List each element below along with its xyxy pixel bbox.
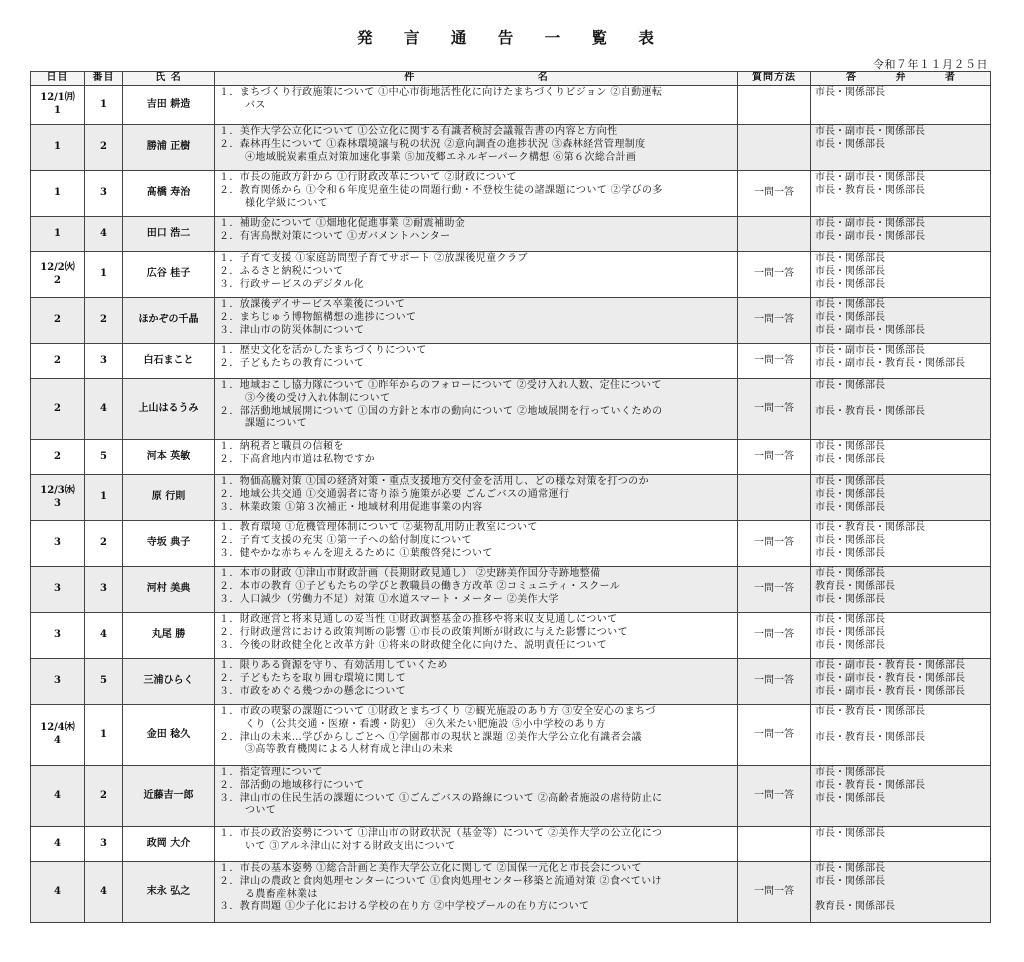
member-name: 三浦ひらく xyxy=(123,659,215,705)
answerer-line: 市長・関係部長 xyxy=(815,380,885,391)
subject-cell xyxy=(215,298,738,344)
answerer-line: 市長・関係部長 xyxy=(815,534,885,546)
answerer-line: 市長・関係部長 xyxy=(815,311,885,323)
subject-line: １．美作大学公立化について ①公立化に関する有識者検討会議報告書の内容と方向性 xyxy=(219,126,618,137)
subject-line: １．市長の基本姿勢 ①総合計画と美作大学公立化に関して ②国保一元化と市長会について xyxy=(219,863,642,874)
member-name: ほかぞの千晶 xyxy=(123,298,215,344)
document-date: 令和７年１１月２５日 xyxy=(873,58,988,71)
day-cell xyxy=(31,659,85,705)
answerer-line: 市長・副市長・関係部長 xyxy=(815,324,925,336)
answerer-cell xyxy=(811,379,991,440)
day-cell xyxy=(31,217,85,252)
answerer-line: 市長・副市長・教育長・関係部長 xyxy=(815,660,965,671)
table-header-row xyxy=(31,72,991,86)
member-name: 田口 浩二 xyxy=(123,217,215,252)
session-date: 12/4㈭ xyxy=(40,722,75,734)
table-row xyxy=(31,475,991,521)
page-title: 発 言 通 告 一 覧 表 xyxy=(357,28,667,47)
answerer-line: 市長・関係部長 xyxy=(815,501,885,513)
answerer-cell xyxy=(811,440,991,475)
table-row xyxy=(31,86,991,125)
answerer-line: 市長・関係部長 xyxy=(815,593,885,605)
subject-line: ３．津山市の住民生活の課題について ①ごんごバスの路線について ②高齢者施設の虐待防止に xyxy=(219,792,663,804)
subject-cell xyxy=(215,827,738,862)
answerer-line: 市長・副市長・関係部長 xyxy=(815,230,925,242)
subject-line: １．地域おこし協力隊について ①昨年からのフォローについて ②受け入れ人数、定住について xyxy=(219,380,662,391)
order-cell: 1 xyxy=(85,475,123,521)
member-name: 髙橋 寿治 xyxy=(123,171,215,217)
question-method: 一問一答 xyxy=(738,766,811,827)
order-cell: 2 xyxy=(85,766,123,827)
subject-line: ３．市政をめぐる幾つかの懸念について xyxy=(219,685,406,697)
day-cell xyxy=(31,440,85,475)
subject-line: ２．津山の未来…学びからしごとへ ①学園都市の現状と課題 ②美作大学公立化有識者会議 xyxy=(219,731,642,743)
day-cell xyxy=(31,125,85,171)
question-method: 一問一答 xyxy=(738,171,811,217)
session-date: 12/2㈫ xyxy=(40,261,75,273)
subject-line: ２．子育て支援の充実 ①第一子への給付制度について xyxy=(219,534,472,546)
subject-line: １．納税者と職員の信頼を xyxy=(219,441,344,452)
order-cell: 3 xyxy=(85,344,123,379)
answerer-line: 市長・関係部長 xyxy=(815,265,885,277)
day-cell xyxy=(31,298,85,344)
answerer-line: 市長・関係部長 xyxy=(815,453,885,465)
day-cell xyxy=(31,766,85,827)
question-method: 一問一答 xyxy=(738,379,811,440)
order-cell: 5 xyxy=(85,440,123,475)
subject-line: １．教育環境 ①危機管理体制について ②薬物乱用防止教室について xyxy=(219,522,538,533)
member-name: 金田 稔久 xyxy=(123,705,215,766)
subject-line: ２．有害鳥獣対策について ①ガバメントハンター xyxy=(219,230,451,242)
answerer-cell xyxy=(811,252,991,298)
day-number: 3 xyxy=(54,675,61,687)
day-cell xyxy=(31,862,85,923)
day-number: 2 xyxy=(54,354,61,366)
subject-cell xyxy=(215,567,738,613)
answerer-line: 市長・関係部長 xyxy=(815,568,885,579)
table-row xyxy=(31,705,991,766)
member-name: 寺坂 典子 xyxy=(123,521,215,567)
answerer-cell xyxy=(811,86,991,125)
day-number: 4 xyxy=(54,735,61,746)
answerer-line xyxy=(815,719,986,732)
member-name: 吉田 耕造 xyxy=(123,86,215,125)
day-number: 3 xyxy=(54,537,61,549)
order-cell: 4 xyxy=(85,613,123,659)
day-cell xyxy=(31,252,85,298)
subject-line: ２．津山の農政と食肉処理センターについて ①食肉処理センター移築と流通対策 ②食べていけ xyxy=(219,875,662,887)
order-cell: 2 xyxy=(85,298,123,344)
day-number: 1 xyxy=(54,187,61,199)
member-name: 原 行則 xyxy=(123,475,215,521)
table-row xyxy=(31,217,991,252)
answerer-line xyxy=(815,418,986,431)
subject-line: １．財政運営と将来見通しの妥当性 ①財政調整基金の推移や将来収支見通しについて xyxy=(219,614,618,625)
subject-cell xyxy=(215,705,738,766)
subject-line: ２．下高倉地内市道は私物ですか xyxy=(219,453,375,465)
answerer-cell xyxy=(811,659,991,705)
question-method: 一問一答 xyxy=(738,344,811,379)
answerer-line xyxy=(815,744,986,757)
question-method: 一問一答 xyxy=(738,705,811,766)
subject-line: ついて xyxy=(245,805,277,817)
table-row xyxy=(31,766,991,827)
order-cell: 3 xyxy=(85,567,123,613)
subject-line: １．市長の施政方針から ①行財政改革について ②財政について xyxy=(219,172,517,183)
member-name: 上山はるうみ xyxy=(123,379,215,440)
subject-line: ３．健やかな赤ちゃんを迎えるために ①葉酸啓発について xyxy=(219,547,493,559)
speech-notice-table xyxy=(30,71,991,923)
answerer-line: 市長・副市長・教育長・関係部長 xyxy=(815,672,965,684)
question-method: 一問一答 xyxy=(738,440,811,475)
question-method xyxy=(738,125,811,171)
day-cell xyxy=(31,344,85,379)
subject-line: １．限りある資源を守り、有効活用していくため xyxy=(219,660,448,671)
subject-line: いて ③アルネ津山に対する財政支出について xyxy=(245,840,456,852)
answerer-line: 教育長・関係部長 xyxy=(815,901,895,913)
answerer-line: 市長・関係部長 xyxy=(815,863,885,874)
order-cell: 3 xyxy=(85,827,123,862)
day-number: 4 xyxy=(54,789,61,801)
question-method xyxy=(738,86,811,125)
table-row xyxy=(31,567,991,613)
answerer-line: 市長・教育長・関係部長 xyxy=(815,405,925,417)
subject-line: １．本市の財政 ①津山市財政計画（長期財政見通し） ②史跡美作国分寺跡地整備 xyxy=(219,568,601,579)
subject-cell xyxy=(215,521,738,567)
day-number: 3 xyxy=(54,583,61,595)
answerer-line: 市長・教育長・関係部長 xyxy=(815,184,925,196)
question-method: 一問一答 xyxy=(738,298,811,344)
answerer-cell xyxy=(811,613,991,659)
answerer-cell xyxy=(811,475,991,521)
subject-cell xyxy=(215,125,738,171)
question-method xyxy=(738,475,811,521)
question-method: 一問一答 xyxy=(738,862,811,923)
answerer-line: 市長・副市長・関係部長 xyxy=(815,172,925,183)
answerer-line: 市長・関係部長 xyxy=(815,547,885,559)
subject-cell xyxy=(215,613,738,659)
subject-line: ３．津山市の防災体制について xyxy=(219,324,365,336)
answerer-line xyxy=(815,805,986,818)
table-row xyxy=(31,521,991,567)
subject-cell xyxy=(215,217,738,252)
answerer-cell xyxy=(811,344,991,379)
subject-line: る農畜産林業は xyxy=(245,888,318,900)
order-cell: 4 xyxy=(85,862,123,923)
header-answerer: 答 弁 者 xyxy=(811,72,991,86)
question-method xyxy=(738,217,811,252)
subject-line: ２．まちじゅう博物館構想の進捗について xyxy=(219,311,417,323)
subject-line: ３．林業政策 ①第３次補正・地域材利用促進事業の内容 xyxy=(219,501,483,513)
answerer-line: 市長・関係部長 xyxy=(815,626,885,638)
order-cell: 1 xyxy=(85,252,123,298)
day-number: 1 xyxy=(54,227,61,239)
table-row xyxy=(31,344,991,379)
subject-line: ２．部活動地域展開について ①国の方針と本市の動向について ②地域展開を行っていくための xyxy=(219,405,663,417)
answerer-line: 市長・関係部長 xyxy=(815,299,885,310)
subject-line: ２．子どもたちを取り囲む環境に関して xyxy=(219,672,407,684)
day-number: 2 xyxy=(54,450,61,462)
table-row xyxy=(31,440,991,475)
subject-line: ３．今後の財政健全化と改革方針 ①将来の財政健全化に向けた、説明責任について xyxy=(219,639,608,651)
member-name: 白石まこと xyxy=(123,344,215,379)
order-cell: 2 xyxy=(85,125,123,171)
day-cell xyxy=(31,827,85,862)
subject-cell xyxy=(215,475,738,521)
subject-cell xyxy=(215,440,738,475)
answerer-line: 市長・関係部長 xyxy=(815,441,885,452)
subject-cell xyxy=(215,86,738,125)
subject-line: ２．教育関係から ①令和６年度児童生徒の問題行動・不登校生徒の諸課題について ②学びの多 xyxy=(219,184,663,196)
subject-cell xyxy=(215,862,738,923)
answerer-line: 市長・関係部長 xyxy=(815,488,885,500)
subject-line: ③高等教育機関による人材育成と津山の未来 xyxy=(245,744,453,756)
answerer-line: 市長・関係部長 xyxy=(815,278,885,290)
answerer-cell xyxy=(811,567,991,613)
table-row xyxy=(31,613,991,659)
day-cell xyxy=(31,379,85,440)
member-name: 勝浦 正樹 xyxy=(123,125,215,171)
answerer-line: 市長・副市長・教育長・関係部長 xyxy=(815,357,965,369)
table-row xyxy=(31,379,991,440)
day-cell xyxy=(31,521,85,567)
subject-line: １．市政の喫緊の課題について ①財政とまちづくり ②観光施設のあり方 ③安全安心のまちづ xyxy=(219,706,656,717)
question-method: 一問一答 xyxy=(738,659,811,705)
subject-line: ３．人口減少（労働力不足）対策 ①水道スマート・メーター ②美作大学 xyxy=(219,593,559,605)
subject-line: ２．本市の教育 ①子どもたちの学びと教職員の働き方改革 ②コミュニティ・スクール xyxy=(219,580,621,592)
session-date: 12/1㈪ xyxy=(40,92,75,104)
order-cell: 3 xyxy=(85,171,123,217)
table-row xyxy=(31,862,991,923)
subject-cell xyxy=(215,766,738,827)
subject-line: ２．森林再生について ①森林環境譲与税の状況 ②意向調査の進捗状況 ③森林経営管理制度 xyxy=(219,138,646,150)
subject-line: ２．行財政運営における政策判断の影響 ①市長の政策判断が財政に与えた影響について xyxy=(219,626,628,638)
subject-line: ２．子どもたちの教育について xyxy=(219,357,365,369)
answerer-cell xyxy=(811,827,991,862)
member-name: 河本 英敏 xyxy=(123,440,215,475)
day-number: 4 xyxy=(54,837,61,849)
member-name: 丸尾 勝 xyxy=(123,613,215,659)
answerer-line xyxy=(815,841,986,854)
member-name: 近藤吉一郎 xyxy=(123,766,215,827)
table-row xyxy=(31,827,991,862)
subject-line: ２．ふるさと納税について xyxy=(219,265,344,277)
subject-line: 課題について xyxy=(245,418,308,430)
day-number: 2 xyxy=(54,314,61,326)
answerer-line: 市長・関係部長 xyxy=(815,138,885,150)
header-subject: 件 名 xyxy=(215,72,738,86)
member-name: 末永 弘之 xyxy=(123,862,215,923)
answerer-line: 市長・副市長・関係部長 xyxy=(815,126,925,137)
subject-cell xyxy=(215,344,738,379)
session-date: 12/3㈬ xyxy=(40,484,75,496)
answerer-line: 市長・副市長・関係部長 xyxy=(815,218,925,229)
answerer-cell xyxy=(811,521,991,567)
day-number: 2 xyxy=(54,274,61,286)
answerer-line: 市長・関係部長 xyxy=(815,639,885,651)
subject-line: １．補助金について ①畑地化促進事業 ②耐震補助金 xyxy=(219,218,466,229)
answerer-cell xyxy=(811,125,991,171)
day-cell xyxy=(31,705,85,766)
subject-line: ③今後の受け入れ体制について xyxy=(245,392,391,404)
day-cell xyxy=(31,613,85,659)
subject-line: １．指定管理について xyxy=(219,767,323,778)
day-cell xyxy=(31,475,85,521)
answerer-line: 市長・副市長・教育長・関係部長 xyxy=(815,685,965,697)
day-cell xyxy=(31,171,85,217)
answerer-line: 市長・関係部長 xyxy=(815,253,885,264)
question-method: 一問一答 xyxy=(738,252,811,298)
answerer-line: 市長・関係部長 xyxy=(815,828,885,839)
question-method: 一問一答 xyxy=(738,613,811,659)
order-cell: 4 xyxy=(85,379,123,440)
subject-line: ３．行政サービスのデジタル化 xyxy=(219,278,364,290)
subject-line: １．物価高騰対策 ①国の経済対策・重点支援地方交付金を活用し、どの様な対策を打つのか xyxy=(219,476,649,487)
answerer-cell xyxy=(811,298,991,344)
answerer-line xyxy=(815,889,986,902)
header-order: 番目 xyxy=(85,72,123,86)
member-name: 広谷 桂子 xyxy=(123,252,215,298)
subject-cell xyxy=(215,171,738,217)
answerer-line: 市長・関係部長 xyxy=(815,767,885,778)
answerer-line: 市長・関係部長 xyxy=(815,875,885,887)
question-method xyxy=(738,827,811,862)
question-method: 一問一答 xyxy=(738,567,811,613)
day-number: 1 xyxy=(54,141,61,153)
answerer-line: 市長・教育長・関係部長 xyxy=(815,779,925,791)
answerer-line: 市長・関係部長 xyxy=(815,87,885,98)
day-cell xyxy=(31,86,85,125)
day-number: 2 xyxy=(54,402,61,414)
table-row xyxy=(31,171,991,217)
subject-line: １．まちづくり行政施策について ①中心市街地活性化に向けたまちづくりビジョン ②自動運転 xyxy=(219,87,663,98)
table-row xyxy=(31,252,991,298)
subject-line: ３．教育問題 ①少子化における学校の在り方 ②中学校プールの在り方について xyxy=(219,901,590,913)
table-row xyxy=(31,298,991,344)
header-day: 日目 xyxy=(31,72,85,86)
answerer-cell xyxy=(811,705,991,766)
answerer-line: 市長・関係部長 xyxy=(815,792,885,804)
answerer-line: 市長・関係部長 xyxy=(815,614,885,625)
header-method: 質問方法 xyxy=(738,72,811,86)
answerer-line xyxy=(815,393,986,406)
header-name: 氏 名 xyxy=(123,72,215,86)
answerer-line: 市長・教育長・関係部長 xyxy=(815,731,925,743)
order-cell: 1 xyxy=(85,705,123,766)
answerer-cell xyxy=(811,766,991,827)
subject-line: １．歴史文化を活かしたまちづくりについて xyxy=(219,345,427,356)
member-name: 河村 美典 xyxy=(123,567,215,613)
order-cell: 2 xyxy=(85,521,123,567)
day-number: 1 xyxy=(54,105,61,116)
day-number: 3 xyxy=(54,629,61,641)
subject-line: ④地域脱炭素重点対策加速化事業 ⑤加茂郷エネルギーパーク構想 ⑥第６次総合計画 xyxy=(245,151,637,163)
subject-cell xyxy=(215,659,738,705)
answerer-cell xyxy=(811,217,991,252)
answerer-cell xyxy=(811,171,991,217)
answerer-line: 市長・教育長・関係部長 xyxy=(815,522,925,533)
subject-line: バス xyxy=(245,99,266,111)
order-cell: 4 xyxy=(85,217,123,252)
subject-cell xyxy=(215,379,738,440)
answerer-line: 市長・副市長・関係部長 xyxy=(815,345,925,356)
subject-line: １．放課後デイサービス卒業後について xyxy=(219,299,406,310)
member-name: 政岡 大介 xyxy=(123,827,215,862)
day-cell xyxy=(31,567,85,613)
answerer-line: 教育長・関係部長 xyxy=(815,580,895,592)
subject-cell xyxy=(215,252,738,298)
table-row xyxy=(31,125,991,171)
question-method: 一問一答 xyxy=(738,521,811,567)
answerer-line: 市長・教育長・関係部長 xyxy=(815,706,925,717)
subject-line: くり（公共交通・医療・看護・防犯） ④久米たい肥施設 ⑤小中学校のあり方 xyxy=(245,718,606,730)
order-cell: 1 xyxy=(85,86,123,125)
subject-line: 様化学級について xyxy=(245,197,328,209)
order-cell: 5 xyxy=(85,659,123,705)
subject-line: １．子育て支援 ①家庭訪問型子育てサポート ②放課後児童クラブ xyxy=(219,253,528,264)
subject-line: １．市長の政治姿勢について ①津山市の財政状況（基金等）について ②美作大学の公立化につ xyxy=(219,828,663,839)
subject-line: ２．部活動の地域移行について xyxy=(219,779,365,791)
day-number: 3 xyxy=(54,497,61,509)
day-number: 4 xyxy=(54,885,61,897)
table-row xyxy=(31,659,991,705)
subject-line: ２．地域公共交通 ①交通弱者に寄り添う施策が必要 ごんごバスの通常運行 xyxy=(219,488,570,500)
answerer-line: 市長・関係部長 xyxy=(815,476,885,487)
answerer-cell xyxy=(811,862,991,923)
